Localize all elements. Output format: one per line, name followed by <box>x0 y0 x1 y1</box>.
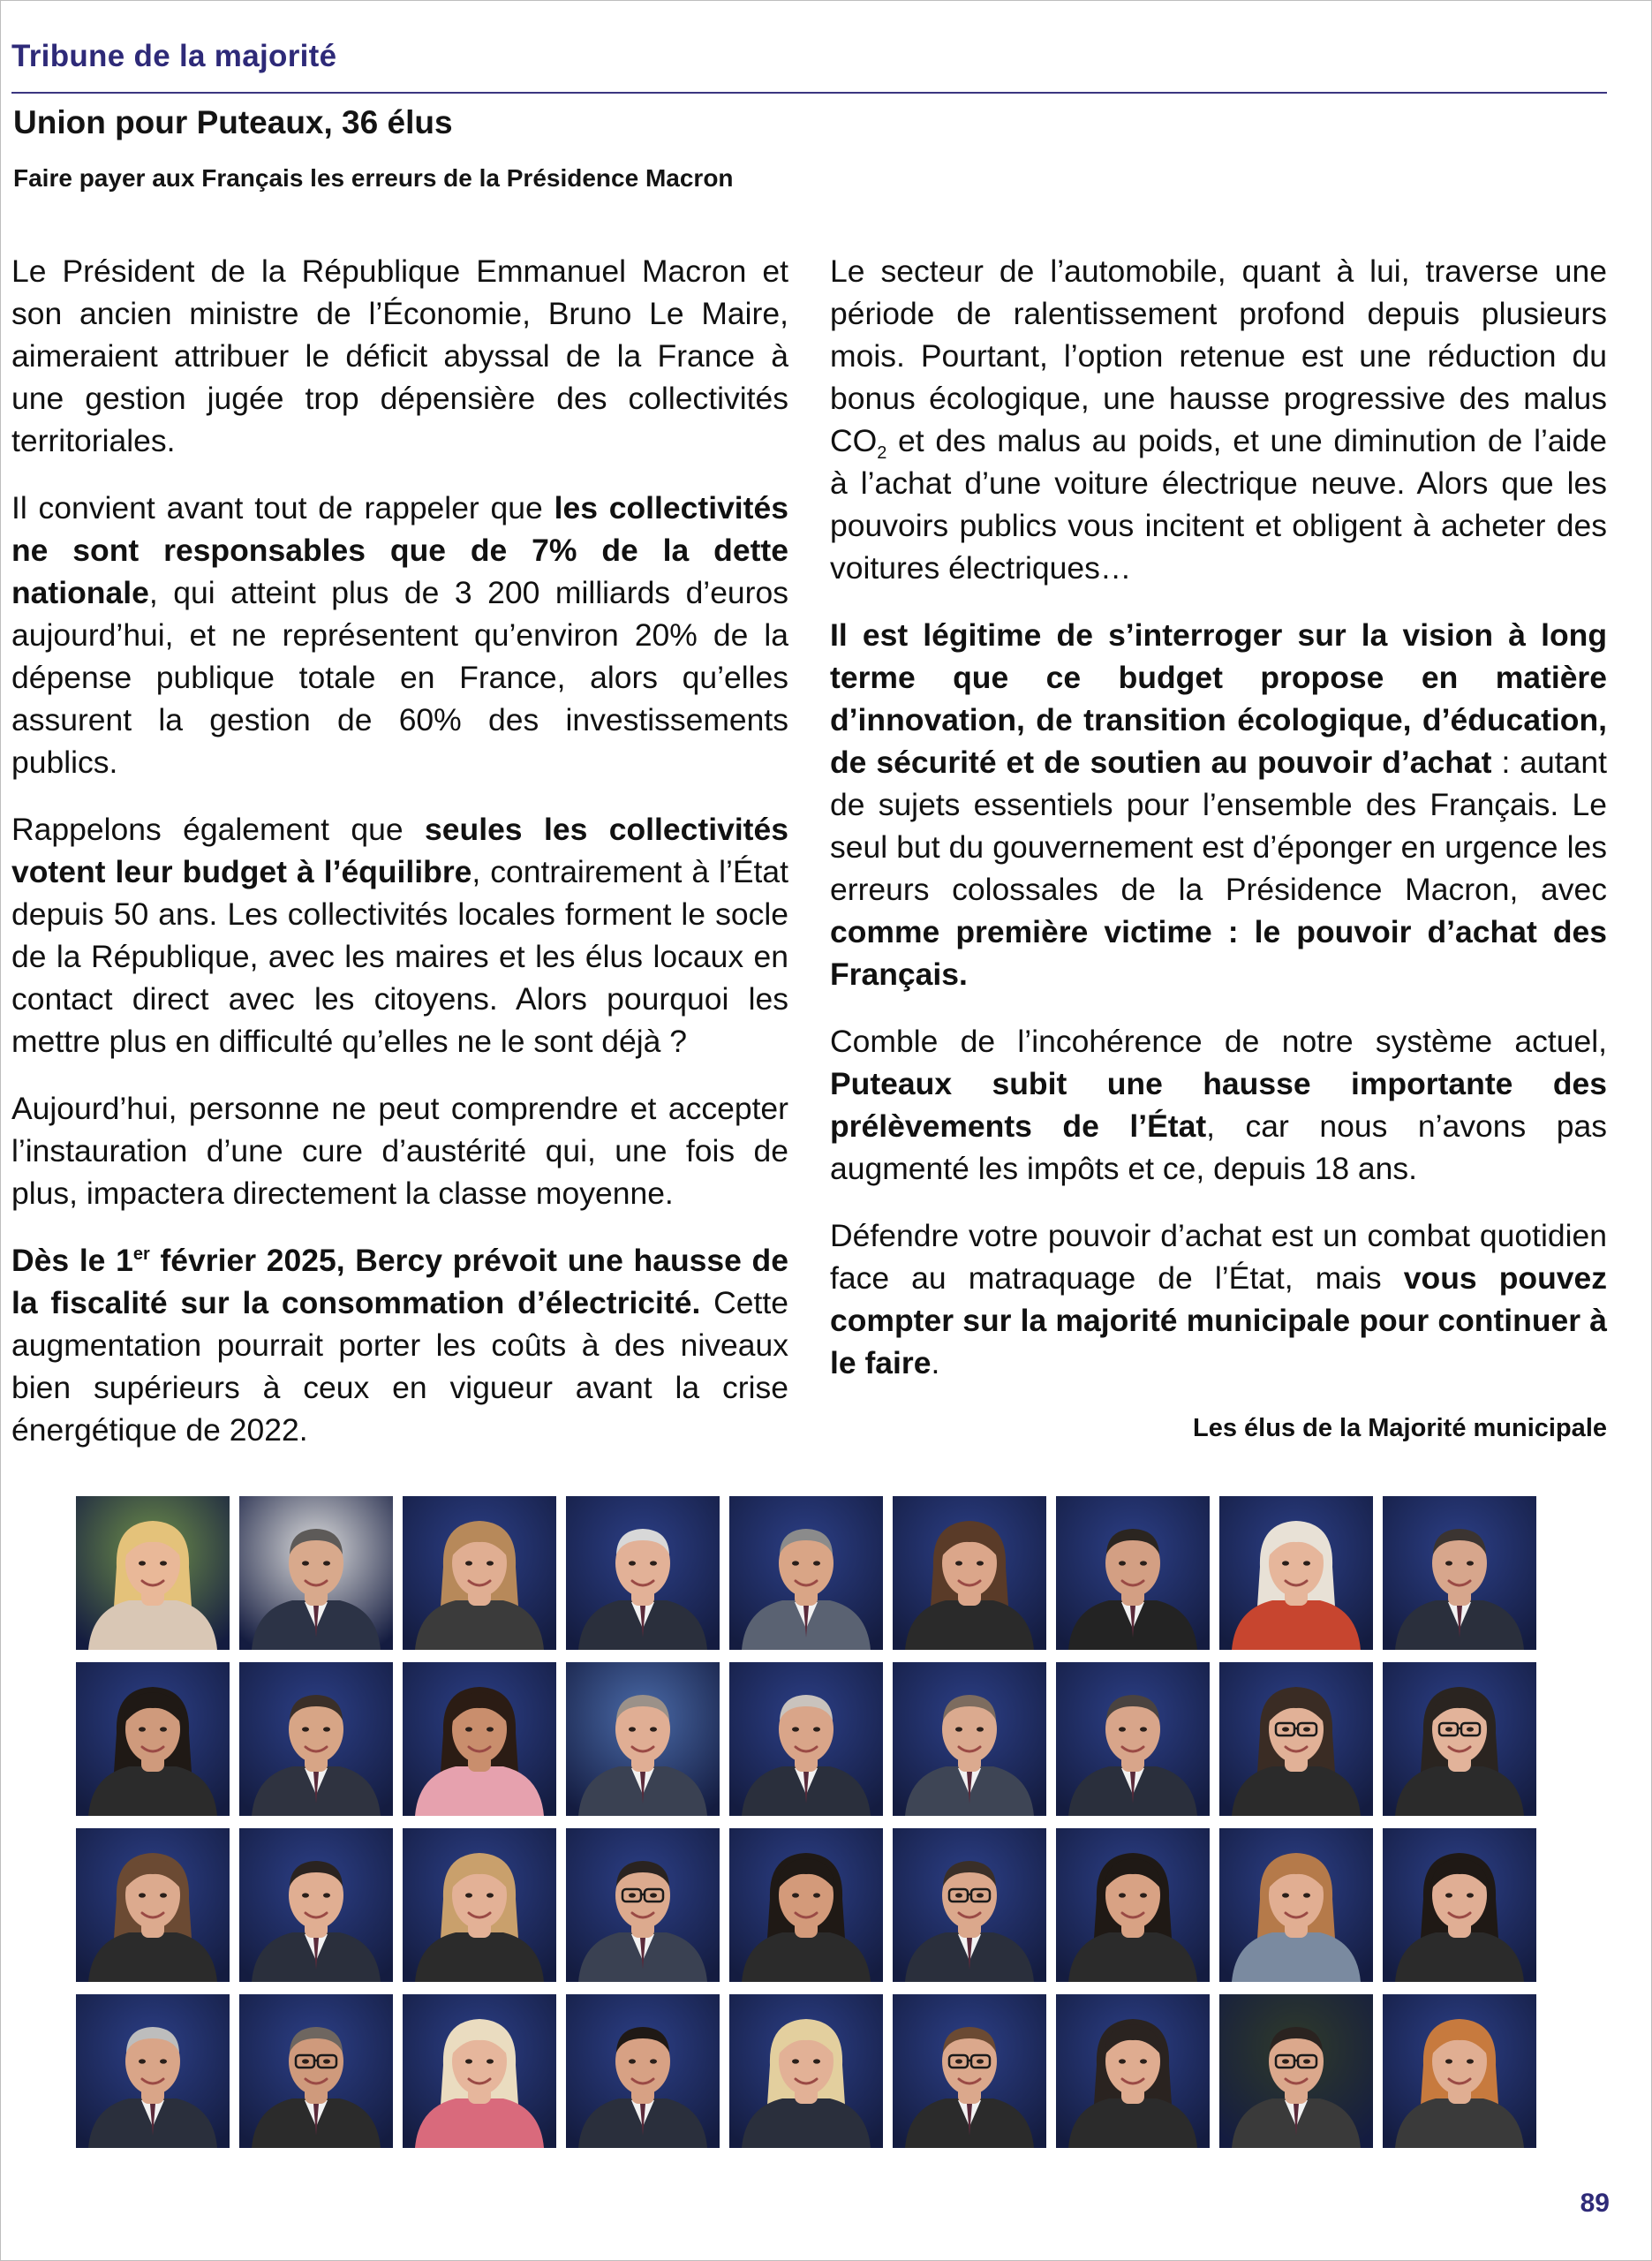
portrait-photo <box>403 1662 556 1816</box>
portrait-photo <box>1056 1662 1210 1816</box>
portrait-photo <box>729 1828 883 1982</box>
portrait-photo <box>1383 1994 1536 2148</box>
portrait-photo <box>893 1828 1046 1982</box>
paragraph-emphasis: Puteaux subit une hausse importante des prélèvements de l’État <box>830 1066 1607 1144</box>
portrait-photo <box>566 1828 720 1982</box>
portrait-photo <box>76 1662 230 1816</box>
paragraph-text: Comble de l’incohérence de notre système actuel, <box>830 1024 1607 1059</box>
title-divider <box>11 92 1607 94</box>
portrait-photo <box>239 1994 393 2148</box>
portrait-photo <box>1219 1662 1373 1816</box>
portrait-photo <box>403 1994 556 2148</box>
portrait-photo <box>729 1662 883 1816</box>
paragraph-text: . <box>931 1345 940 1380</box>
group-title: Union pour Puteaux, 36 élus <box>13 104 453 140</box>
paragraph-emphasis: vous pouvez compter sur la majorité municipale pour continuer à le faire <box>830 1260 1607 1380</box>
portrait-photo <box>76 1496 230 1650</box>
portrait-photo <box>239 1496 393 1650</box>
paragraph-emphasis: comme première victime : le pouvoir d’achat des Français. <box>830 914 1607 992</box>
page-number: 89 <box>1580 2189 1610 2218</box>
portrait-photo <box>893 1994 1046 2148</box>
paragraph-text: Le Président de la République Emmanuel Macron et son ancien ministre de l’Économie, Bruno Le Maire, aimeraient attribuer le déficit abyssal de la France à une gestion jugée trop dépensière des collectivités territoriales. <box>11 253 788 458</box>
portrait-photo <box>403 1496 556 1650</box>
paragraph-7 <box>830 614 1607 995</box>
section-title: Tribune de la majorité <box>11 39 337 73</box>
paragraph-8 <box>830 1020 1607 1190</box>
article-subtitle: Faire payer aux Français les erreurs de la Présidence Macron <box>13 164 734 192</box>
portrait-photo <box>566 1662 720 1816</box>
paragraph-text: Le secteur de l’automobile, quant à lui, traverse une période de ralentissement profond depuis plusieurs mois. Pourtant, l’option retenue est une réduction du bonus écologique, une hausse progressive des malus CO <box>830 253 1607 458</box>
paragraph-text: et des malus au poids, et une diminution de l’aide à l’achat d’une voiture électrique neuve. Alors que les pouvoirs publics vous incitent et obligent à acheter des voitures électriques… <box>830 423 1607 586</box>
portrait-photo <box>239 1828 393 1982</box>
ordinal-superscript: er <box>132 1244 150 1265</box>
portrait-photo <box>239 1662 393 1816</box>
paragraph-text: Aujourd’hui, personne ne peut comprendre et accepter l’instauration d’une cure d’austérité qui, une fois de plus, impactera directement la classe moyenne. <box>11 1091 788 1211</box>
portrait-photo <box>1383 1496 1536 1650</box>
paragraph-1 <box>11 250 788 462</box>
portrait-photo <box>893 1662 1046 1816</box>
portrait-photo <box>1056 1496 1210 1650</box>
portrait-grid <box>76 1496 1543 2157</box>
portrait-photo <box>729 1496 883 1650</box>
portrait-photo <box>76 1828 230 1982</box>
article-column-right <box>830 250 1607 1449</box>
co2-subscript: 2 <box>877 443 887 464</box>
paragraph-6 <box>830 250 1607 589</box>
paragraph-emphasis: Il est légitime de s’interroger sur la vision à long terme que ce budget propose en matière d’innovation, de transition écologique, d’éducation, de sécurité et de soutien au pouvoir d’achat <box>830 617 1607 780</box>
signature: Les élus de la Majorité municipale <box>1193 1414 1607 1442</box>
paragraph-text: , contrairement à l’État depuis 50 ans. Les collectivités locales forment le socle de la République, avec les maires et les élus locaux en contact direct avec les citoyens. Alors pourquoi les mettre plus en difficulté qu’elles ne le sont déjà ? <box>11 854 789 1059</box>
paragraph-text: : autant de sujets essentiels pour l’ensemble des Français. Le seul but du gouvernement est d’éponger en urgence les erreurs colossales de la Présidence Macron, avec <box>830 745 1607 907</box>
paragraph-9 <box>830 1214 1607 1384</box>
portrait-photo <box>1219 1994 1373 2148</box>
paragraph-text: Rappelons également que <box>11 812 426 847</box>
paragraph-4 <box>11 1087 788 1214</box>
paragraph-emphasis-text: Dès le 1 <box>11 1243 133 1278</box>
paragraph-text: Il convient avant tout de rappeler que <box>11 490 554 526</box>
paragraph-text: Cette augmentation pourrait porter les coûts à des niveaux bien supérieurs à ceux en vigueur avant la crise énergétique de 2022. <box>11 1285 788 1448</box>
portrait-photo <box>403 1828 556 1982</box>
paragraph-emphasis: les collectivités ne sont responsables que de 7% de la dette nationale <box>11 490 788 610</box>
portrait-photo <box>566 1994 720 2148</box>
article-column-left <box>11 250 788 1476</box>
portrait-photo <box>729 1994 883 2148</box>
paragraph-5 <box>11 1239 788 1451</box>
portrait-photo <box>893 1496 1046 1650</box>
portrait-photo <box>1219 1828 1373 1982</box>
paragraph-emphasis-text: février 2025, Bercy prévoit une hausse de la fiscalité sur la consommation d’électricité. <box>11 1243 788 1320</box>
paragraph-text: Défendre votre pouvoir d’achat est un combat quotidien face au matraquage de l’État, mais <box>830 1218 1607 1296</box>
portrait-photo <box>1056 1994 1210 2148</box>
paragraph-3 <box>11 808 788 1062</box>
paragraph-2 <box>11 487 788 783</box>
portrait-photo <box>566 1496 720 1650</box>
paragraph-text: , qui atteint plus de 3 200 milliards d’euros aujourd’hui, et ne représentent qu’environ 20% de la dépense publique totale en France, alors qu’elles assurent la gestion de 60% des investissements publics. <box>11 575 788 780</box>
paragraph-emphasis <box>11 1243 788 1320</box>
portrait-photo <box>1219 1496 1373 1650</box>
portrait-photo <box>1383 1828 1536 1982</box>
portrait-photo <box>1056 1828 1210 1982</box>
portrait-photo <box>1383 1662 1536 1816</box>
portrait-photo <box>76 1994 230 2148</box>
paragraph-text: , car nous n’avons pas augmenté les impôts et ce, depuis 18 ans. <box>830 1108 1607 1186</box>
paragraph-emphasis: seules les collectivités votent leur budget à l’équilibre <box>11 812 788 889</box>
